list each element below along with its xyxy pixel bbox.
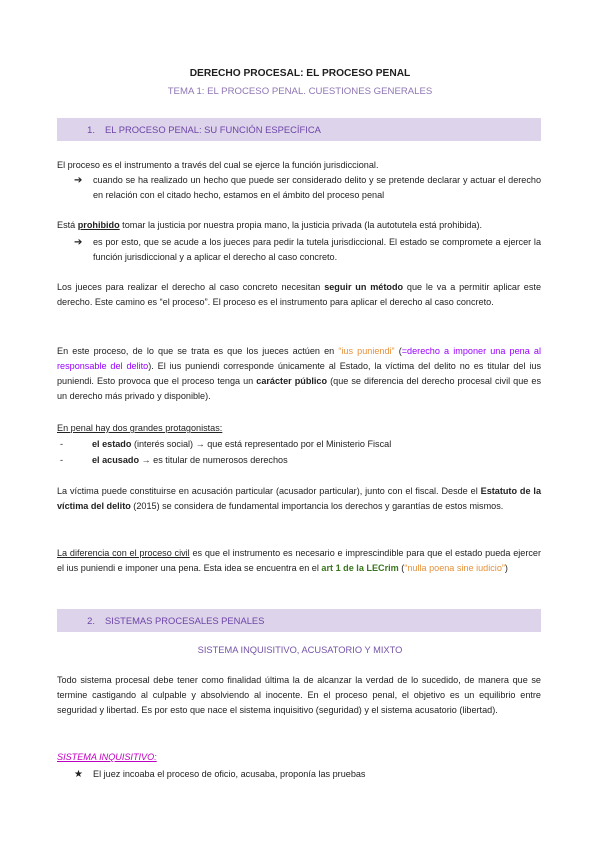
star-icon: ★ [74,769,83,780]
bullet-text: El juez incoaba el proceso de oficio, acusaba, proponía las pruebas [93,769,366,779]
text-run: Está [57,220,78,230]
text-run: ( [398,563,405,573]
dash-marker: - [60,439,64,449]
arrow-bullet-item [74,235,541,265]
dash-marker: - [60,455,64,465]
section-2-header [57,609,541,632]
section-subheading: SISTEMA INQUISITIVO, ACUSATORIO Y MIXTO [197,645,403,655]
emphasis-caracter-publico: carácter público [256,376,328,386]
ius-puniendi-definition: =derecho a imponer una pena al responsable del delito [57,346,541,371]
text-run: En este proceso, de lo que se trata es que los jueces actúen en [57,346,339,356]
list-item [60,437,540,452]
list-item-text: → es titular de numerosos derechos [139,455,288,465]
arrow-bullet-item [74,173,541,203]
lecrim-reference: art 1 de la LECrim [321,563,399,573]
paragraph [57,344,541,404]
text-run: ). El ius puniendi corresponde únicamente al Estado, la víctima del delito no es titular del ius puniendi. Esto provoca que el proceso tenga un [57,361,541,386]
paragraph [57,546,541,576]
paragraph [57,280,541,310]
list-item [60,453,540,468]
arrow-right-icon: ➔ [74,175,83,186]
paragraph [57,484,541,514]
section-label: EL PROCESO PENAL: SU FUNCIÓN ESPECÍFICA [105,124,321,135]
section-1-header [57,118,541,141]
text-run: es que el instrumento es necesario e imprescindible para que el estado pueda ejercer el ius puniendi e imponer una pena. Esta idea se encuentra en el [57,548,541,573]
paragraph [57,218,541,233]
arrow-right-icon: ➔ [74,237,83,248]
protagonists-heading: En penal hay dos grandes protagonistas: [57,423,223,433]
text-run: (2015) se considera de fundamental importancia los derechos y garantías de estos mismos. [130,501,504,511]
latin-maxim: “nulla poena sine iudicio” [404,563,505,573]
document-title: DERECHO PROCESAL: EL PROCESO PENAL [189,68,411,79]
text-run: que le va a permitir aplicar este derecho. Este camino es “el proceso”. El proceso es el instrumento para aplicar el derecho al caso concreto. [57,282,541,307]
emphasis-diferencia: La diferencia con el proceso civil [57,548,190,558]
section-number: 2. [87,615,95,626]
star-bullet-item [74,767,541,782]
emphasis-metodo: seguir un método [324,282,404,292]
paragraph: El proceso es el instrumento a través del cual se ejerce la función jurisdiccional. [57,160,379,170]
section-number: 1. [87,124,95,135]
bullet-text: es por esto, que se acude a los jueces para pedir la tutela jurisdiccional. El estado se compromete a ejercer la función jurisdiccional y a aplicar el derecho al caso concreto. [93,237,541,262]
text-run: ) [504,563,508,573]
text-run: ( [394,346,402,356]
inquisitivo-heading: SISTEMA INQUISITIVO: [57,752,157,762]
document-subtitle: TEMA 1: EL PROCESO PENAL. CUESTIONES GENERALES [167,86,433,97]
emphasis-estatuto: Estatuto de la víctima del delito [57,486,541,511]
list-item-text: (interés social) → que está representado por el Ministerio Fiscal [131,439,392,449]
emphasis-prohibido: prohibido [77,220,120,230]
bullet-text: cuando se ha realizado un hecho que puede ser considerado delito y se pretende declarar y actuar el derecho en relación con el citado hecho, estamos en el ámbito del proceso penal [93,175,541,200]
ius-puniendi-term: “ius puniendi” [338,346,395,356]
text-run: (que se diferencia del derecho procesal civil que es un derecho más privado y disponible). [57,376,541,401]
list-item-term: el estado [92,439,132,449]
paragraph: Todo sistema procesal debe tener como finalidad última la de alcanzar la verdad de lo sucedido, de manera que se termine castigando al culpable y absolviendo al inocente. En el proceso penal, el objetivo es un equilibrio entre seguridad y libertad. Es por esto que nace el sistema inquisitivo (seguridad) y el sistema acusatorio (libertad). [57,675,541,715]
text-run: tomar la justicia por nuestra propia mano, la justicia privada (la autotutela está prohibida). [119,220,483,230]
section-label: SISTEMAS PROCESALES PENALES [105,615,265,626]
text-run: Los jueces para realizar el derecho al caso concreto necesitan [57,282,325,292]
text-run: La víctima puede constituirse en acusación particular (acusador particular), junto con el fiscal. Desde el [57,486,481,496]
list-item-term: el acusado [92,455,140,465]
